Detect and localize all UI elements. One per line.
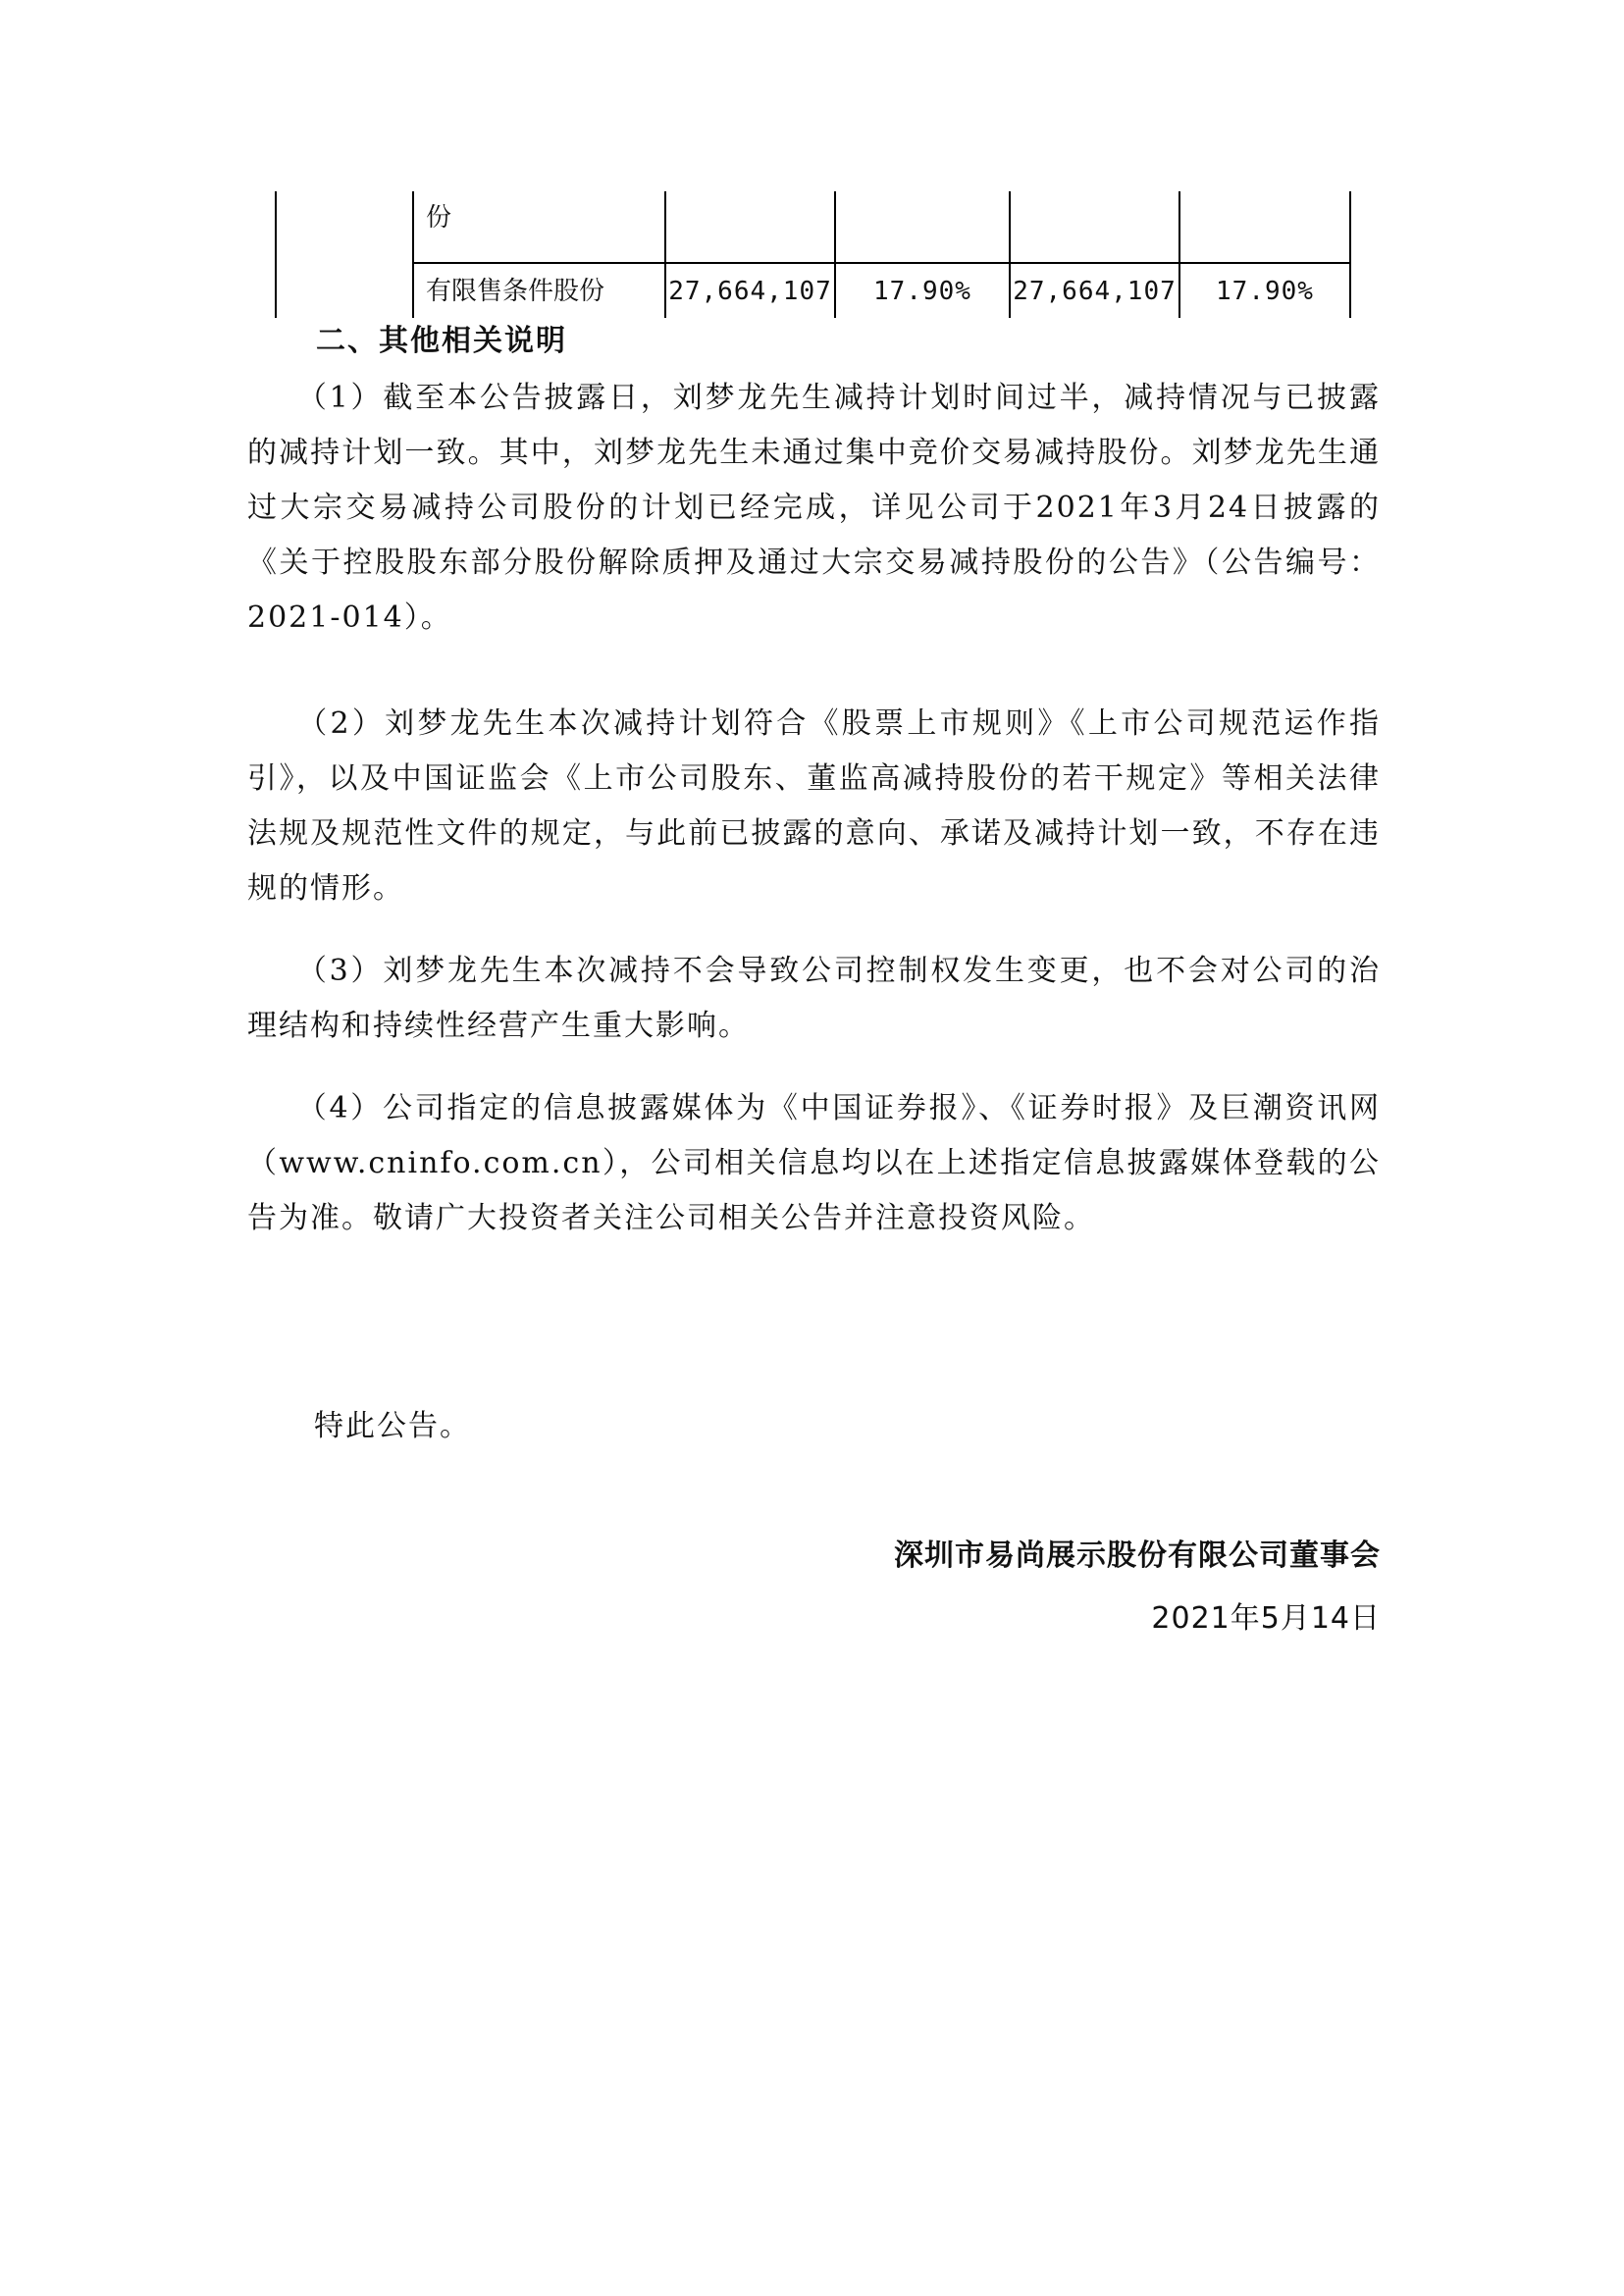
paragraph-text: （3）刘梦龙先生本次减持不会导致公司控制权发生变更，也不会对公司的治理结构和持续性经营产生重大影响。 xyxy=(247,954,1381,1043)
table-cell xyxy=(1179,191,1350,263)
shares-after: 27,664,107 xyxy=(1010,263,1179,318)
row-label: 有限售条件股份 xyxy=(413,263,665,318)
paragraph xyxy=(247,1081,1381,1246)
paragraph xyxy=(247,371,1381,646)
table-cell xyxy=(665,191,835,263)
table-cell xyxy=(835,191,1010,263)
table-row xyxy=(276,263,1350,318)
signature-date: 2021年5月14日 xyxy=(1151,1601,1381,1636)
paragraph xyxy=(247,944,1381,1054)
paragraph xyxy=(247,697,1381,916)
closing-remark: 特此公告。 xyxy=(314,1409,471,1443)
table-cell xyxy=(276,191,413,263)
signature-company: 深圳市易尚展示股份有限公司董事会 xyxy=(894,1539,1381,1573)
paragraph-text: （2）刘梦龙先生本次减持计划符合《股票上市规则》《上市公司规范运作指引》，以及中国证监会《上市公司股东、董监高减持股份的若干规定》等相关法律法规及规范性文件的规定，与此前已披露的意向、承诺及减持计划一致，不存在违规的情形。 xyxy=(247,706,1381,906)
table-row xyxy=(276,191,1350,263)
shares-before: 27,664,107 xyxy=(665,263,835,318)
paragraph-text: （1）截至本公告披露日，刘梦龙先生减持计划时间过半，减持情况与已披露的减持计划一致。其中，刘梦龙先生未通过集中竞价交易减持股份。刘梦龙先生通过大宗交易减持公司股份的计划已经完成，详见公司于2021年3月24日披露的《关于控股股东部分股份解除质押及通过大宗交易减持股份的公告》（公告编号：2021-014）。 xyxy=(247,381,1381,635)
shareholding-table xyxy=(275,191,1351,318)
paragraph-text: （4）公司指定的信息披露媒体为《中国证券报》、《证券时报》及巨潮资讯网（www.cninfo.com.cn），公司相关信息均以在上述指定信息披露媒体登载的公告为准。敬请广大投资者关注公司相关公告并注意投资风险。 xyxy=(247,1091,1381,1235)
ratio-after: 17.90% xyxy=(1179,263,1350,318)
section-heading: 二、其他相关说明 xyxy=(316,324,567,358)
row-label: 份 xyxy=(413,191,665,263)
table-cell xyxy=(1010,191,1179,263)
table-cell xyxy=(276,263,413,318)
ratio-before: 17.90% xyxy=(835,263,1010,318)
